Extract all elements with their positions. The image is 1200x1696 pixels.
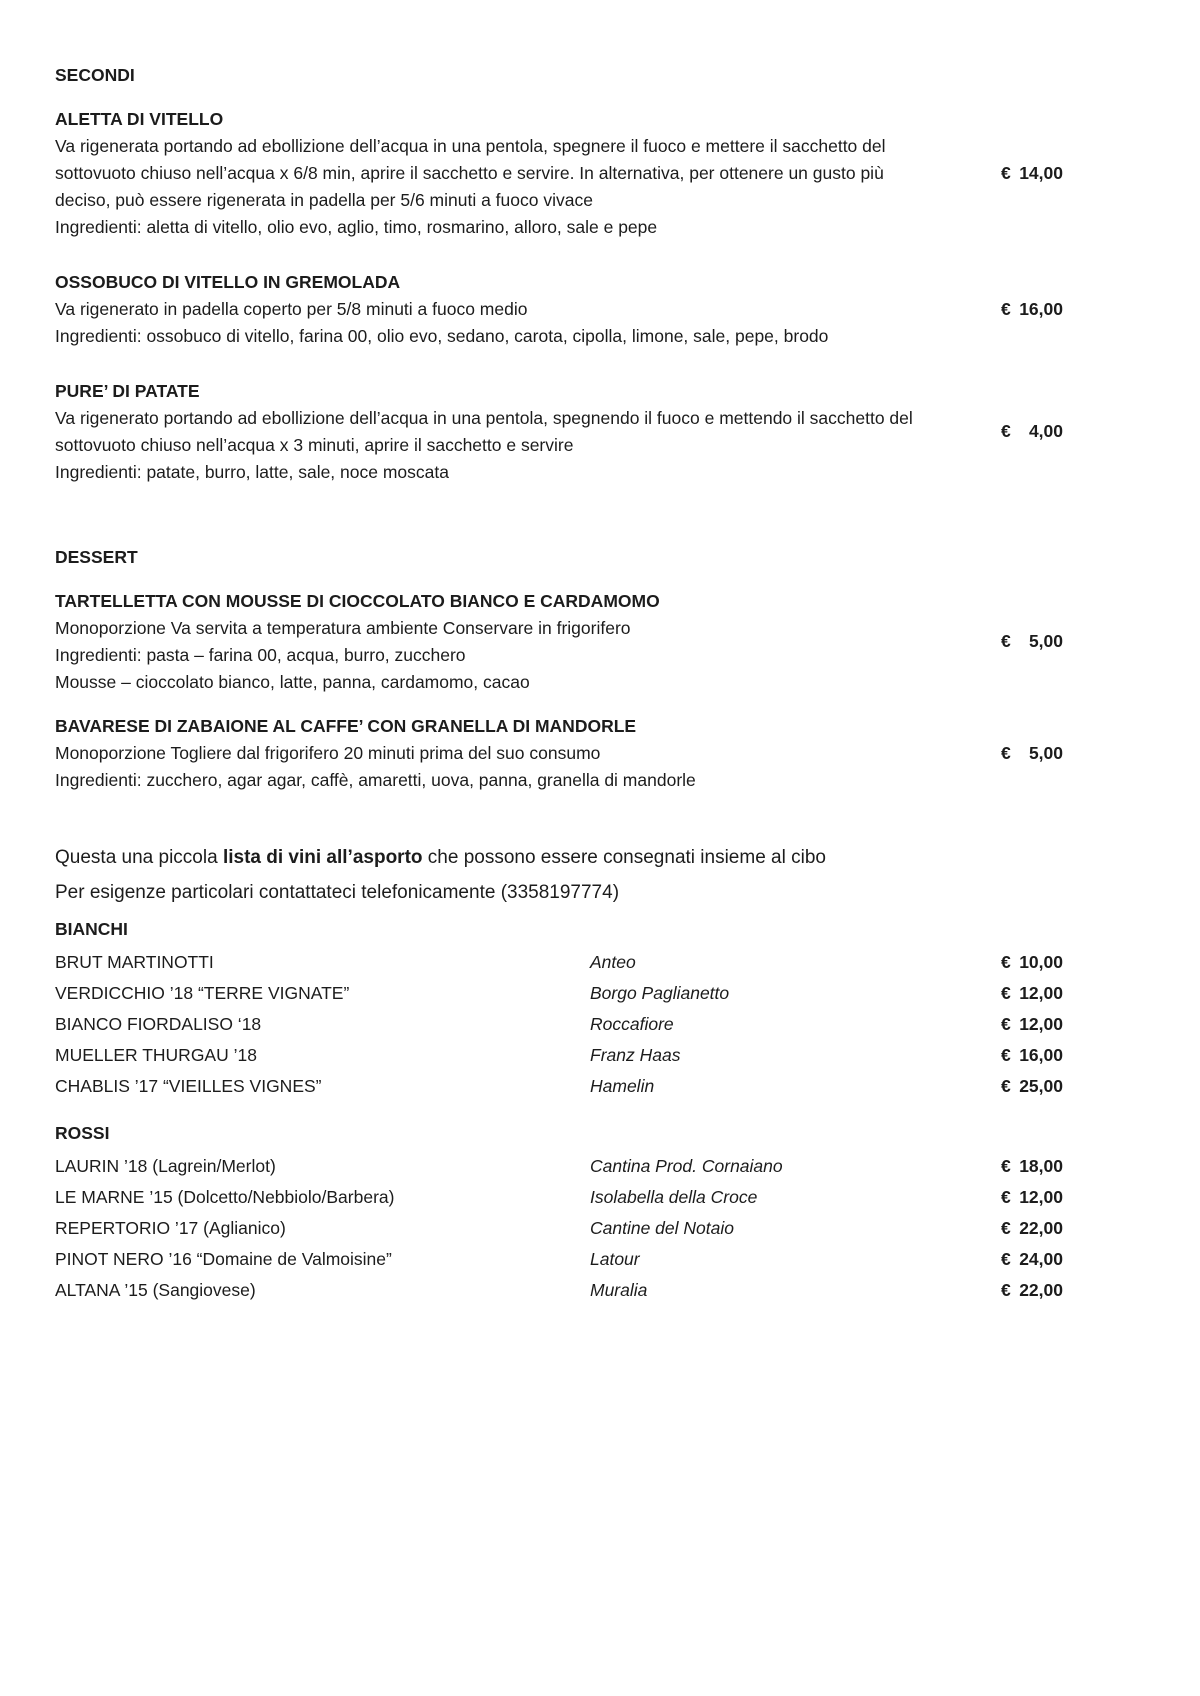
- wine-price: [1001, 1215, 1063, 1242]
- wine-name: LAURIN ’18 (Lagrein/Merlot): [55, 1156, 276, 1176]
- price-value: 16,00: [1019, 1045, 1063, 1065]
- wine-price: [1001, 980, 1063, 1007]
- dish-name: PURE’ DI PATATE: [55, 381, 200, 401]
- dish-name: BAVARESE DI ZABAIONE AL CAFFE’ CON GRANELLA DI MANDORLE: [55, 716, 637, 736]
- dish-ingredients: Ingredienti: aletta di vitello, olio evo, aglio, timo, rosmarino, alloro, sale e pepe: [55, 217, 658, 237]
- wine-row: [55, 980, 1063, 1011]
- euro-symbol: €: [1001, 1076, 1011, 1096]
- dish-description-line: Va rigenerato portando ad ebollizione dell’acqua in una pentola, spegnendo il fuoco e mettendo il sacchetto del: [55, 408, 913, 428]
- wine-row: [55, 1277, 1063, 1308]
- dish-pure-di-patate: [55, 378, 1063, 486]
- dish-price: [1001, 296, 1063, 323]
- euro-symbol: €: [1001, 743, 1011, 763]
- wine-price: [1001, 1042, 1063, 1069]
- wine-row: [55, 1073, 1063, 1104]
- wine-name: ALTANA ’15 (Sangiovese): [55, 1280, 256, 1300]
- dish-description-line: sottovuoto chiuso nell’acqua x 3 minuti, aprire il sacchetto e servire: [55, 435, 574, 455]
- dish-description-line: Mousse – cioccolato bianco, latte, panna, cardamomo, cacao: [55, 672, 530, 692]
- dish-description-line: Monoporzione Va servita a temperatura ambiente Conservare in frigorifero: [55, 618, 631, 638]
- bianchi-wine-list: [55, 949, 1063, 1104]
- wine-name: MUELLER THURGAU ’18: [55, 1045, 257, 1065]
- wine-name: BRUT MARTINOTTI: [55, 952, 214, 972]
- wine-name: CHABLIS ’17 “VIEILLES VIGNES”: [55, 1076, 322, 1096]
- dish-ingredients: Ingredienti: pasta – farina 00, acqua, burro, zucchero: [55, 645, 466, 665]
- wine-row: [55, 1246, 1063, 1277]
- price-value: 5,00: [1028, 631, 1063, 651]
- wine-intro-line2: Per esigenze particolari contattateci telefonicamente (3358197774): [55, 882, 620, 903]
- euro-symbol: €: [1001, 1014, 1011, 1034]
- euro-symbol: €: [1001, 163, 1011, 183]
- wine-row: [55, 1215, 1063, 1246]
- wine-name: LE MARNE ’15 (Dolcetto/Nebbiolo/Barbera): [55, 1187, 395, 1207]
- price-value: 12,00: [1019, 1014, 1063, 1034]
- wine-price: [1001, 1153, 1063, 1180]
- dish-price: [1001, 160, 1063, 187]
- wine-name: PINOT NERO ’16 “Domaine de Valmoisine”: [55, 1249, 392, 1269]
- wine-producer: Hamelin: [590, 1076, 655, 1096]
- euro-symbol: €: [1001, 1045, 1011, 1065]
- wine-name: VERDICCHIO ’18 “TERRE VIGNATE”: [55, 983, 350, 1003]
- price-value: 22,00: [1019, 1280, 1063, 1300]
- wine-producer: Franz Haas: [590, 1045, 681, 1065]
- wine-price: [1001, 1184, 1063, 1211]
- euro-symbol: €: [1001, 631, 1011, 651]
- dish-description-line: Va rigenerata portando ad ebollizione dell’acqua in una pentola, spegnere il fuoco e mettere il sacchetto del: [55, 136, 886, 156]
- dish-name: TARTELLETTA CON MOUSSE DI CIOCCOLATO BIANCO E CARDAMOMO: [55, 591, 660, 611]
- price-value: 12,00: [1019, 1187, 1063, 1207]
- dish-main: [55, 588, 967, 696]
- wine-producer: Muralia: [590, 1280, 648, 1300]
- dish-price: [1001, 628, 1063, 655]
- dish-description-line: Monoporzione Togliere dal frigorifero 20 minuti prima del suo consumo: [55, 743, 601, 763]
- section-heading-rossi: ROSSI: [55, 1123, 110, 1143]
- wine-intro: [55, 844, 1063, 906]
- wine-producer: Roccafiore: [590, 1014, 674, 1034]
- wine-intro-line1: [55, 844, 1063, 871]
- section-heading-secondi: SECONDI: [55, 65, 135, 85]
- dish-name: ALETTA DI VITELLO: [55, 109, 224, 129]
- dish-price: [1001, 740, 1063, 767]
- dish-description-line: sottovuoto chiuso nell’acqua x 6/8 min, aprire il sacchetto e servire. In alternativa, per ottenere un gusto più: [55, 163, 884, 183]
- euro-symbol: €: [1001, 983, 1011, 1003]
- wine-producer: Cantina Prod. Cornaiano: [590, 1156, 783, 1176]
- wine-price: [1001, 1246, 1063, 1273]
- price-value: 22,00: [1019, 1218, 1063, 1238]
- dish-ossobuco: [55, 269, 1063, 350]
- wine-row: [55, 1042, 1063, 1073]
- dish-main: [55, 106, 967, 241]
- wine-price: [1001, 949, 1063, 976]
- wine-producer: Isolabella della Croce: [590, 1187, 758, 1207]
- wine-row: [55, 1011, 1063, 1042]
- wine-row: [55, 1184, 1063, 1215]
- price-value: 10,00: [1019, 952, 1063, 972]
- dish-main: [55, 269, 967, 350]
- euro-symbol: €: [1001, 1280, 1011, 1300]
- wine-row: [55, 1153, 1063, 1184]
- dish-ingredients: Ingredienti: ossobuco di vitello, farina 00, olio evo, sedano, carota, cipolla, limone, sale, pepe, brodo: [55, 326, 829, 346]
- price-value: 5,00: [1028, 743, 1063, 763]
- euro-symbol: €: [1001, 1156, 1011, 1176]
- dish-ingredients: Ingredienti: patate, burro, latte, sale, noce moscata: [55, 462, 449, 482]
- wine-producer: Borgo Paglianetto: [590, 983, 730, 1003]
- wine-producer: Anteo: [590, 952, 636, 972]
- dish-description-line: Va rigenerato in padella coperto per 5/8 minuti a fuoco medio: [55, 299, 528, 319]
- euro-symbol: €: [1001, 1187, 1011, 1207]
- price-value: 12,00: [1019, 983, 1063, 1003]
- euro-symbol: €: [1001, 952, 1011, 972]
- price-value: 16,00: [1019, 299, 1063, 319]
- dish-description-line: deciso, può essere rigenerata in padella per 5/6 minuti a fuoco vivace: [55, 190, 593, 210]
- wine-price: [1001, 1277, 1063, 1304]
- euro-symbol: €: [1001, 1218, 1011, 1238]
- price-value: 25,00: [1019, 1076, 1063, 1096]
- price-value: 18,00: [1019, 1156, 1063, 1176]
- euro-symbol: €: [1001, 1249, 1011, 1269]
- dish-bavarese: [55, 713, 1063, 794]
- dish-ingredients: Ingredienti: zucchero, agar agar, caffè, amaretti, uova, panna, granella di mandorle: [55, 770, 696, 790]
- price-value: 24,00: [1019, 1249, 1063, 1269]
- dish-main: [55, 378, 967, 486]
- wine-price: [1001, 1073, 1063, 1100]
- dish-name: OSSOBUCO DI VITELLO IN GREMOLADA: [55, 272, 401, 292]
- wine-name: REPERTORIO ’17 (Aglianico): [55, 1218, 286, 1238]
- section-heading-dessert: DESSERT: [55, 547, 138, 567]
- wine-price: [1001, 1011, 1063, 1038]
- dish-tartelletta: [55, 588, 1063, 696]
- wine-row: [55, 949, 1063, 980]
- intro-text: che possono essere consegnati insieme al cibo: [422, 847, 826, 868]
- euro-symbol: €: [1001, 299, 1011, 319]
- intro-text: Questa una piccola: [55, 847, 223, 868]
- wine-name: BIANCO FIORDALISO ‘18: [55, 1014, 262, 1034]
- wine-producer: Latour: [590, 1249, 640, 1269]
- dish-aletta-di-vitello: [55, 106, 1063, 241]
- dish-price: [1001, 418, 1063, 445]
- price-value: 4,00: [1028, 421, 1063, 441]
- euro-symbol: €: [1001, 421, 1011, 441]
- wine-producer: Cantine del Notaio: [590, 1218, 734, 1238]
- price-value: 14,00: [1019, 163, 1063, 183]
- rossi-wine-list: [55, 1153, 1063, 1308]
- section-heading-bianchi: BIANCHI: [55, 919, 128, 939]
- dish-main: [55, 713, 967, 794]
- intro-bold-text: lista di vini all’asporto: [222, 847, 423, 868]
